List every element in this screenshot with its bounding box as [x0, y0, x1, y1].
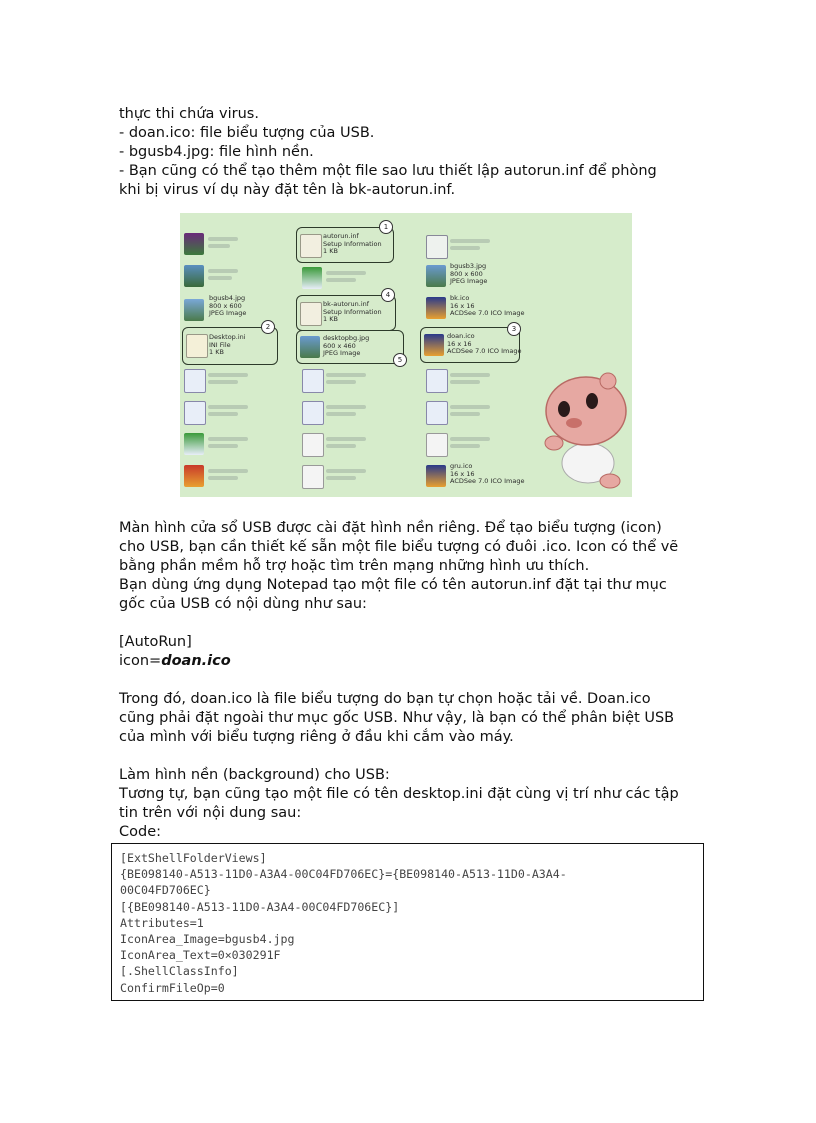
bgusb4-label: bgusb4.jpg 800 x 600 JPEG Image: [209, 294, 247, 317]
word-document-icon: [184, 401, 206, 425]
code-line: [ExtShellFolderViews]: [120, 851, 267, 865]
code-block: [111, 843, 704, 1001]
body-line: của mình với biểu tượng riêng ở đầu khi cắm vào máy.: [119, 729, 514, 745]
ico-file-icon: [424, 334, 444, 356]
ico-file-icon: [426, 465, 446, 487]
callout-doan-ico: [420, 327, 520, 363]
winrar-file-icon: [184, 233, 204, 255]
image-file-icon: [184, 299, 204, 321]
ini-file-icon: [186, 334, 208, 358]
image-file-icon: [184, 265, 204, 287]
word-document-icon: [426, 369, 448, 393]
icon-value: doan.ico: [161, 653, 231, 669]
bgusb3-label: bgusb3.jpg 800 x 600 JPEG Image: [450, 262, 488, 285]
code-line: {BE098140-A513-11D0-A3A4-00C04FD706EC}={BE098140-A513-11D0-A3A4-: [120, 867, 567, 882]
code-line: [{BE098140-A513-11D0-A3A4-00C04FD706EC}]: [120, 899, 400, 914]
callout-label: bk-autorun.inf Setup Information 1 KB: [323, 300, 382, 323]
code-line: ConfirmFileOp=0: [120, 980, 225, 995]
autorun-header: [AutoRun]: [119, 634, 192, 650]
intro-line: - Bạn cũng có thể tạo thêm một file sao lưu thiết lập autorun.inf để phòng: [119, 163, 657, 179]
calculator-file-icon: [426, 235, 448, 259]
callout-label: Desktop.ini INI File 1 KB: [209, 333, 246, 356]
callout-number: 4: [381, 288, 395, 302]
body-line: tin trên với nội dung sau:: [119, 805, 302, 821]
image-file-icon: [426, 265, 446, 287]
word-document-icon: [302, 401, 324, 425]
usb-folder-screenshot: [180, 213, 632, 497]
baby-cartoon-wallpaper: [530, 363, 630, 497]
body-line: gốc của USB có nội dùng như sau:: [119, 596, 367, 612]
body-line: Bạn dùng ứng dụng Notepad tạo một file có tên autorun.inf đặt tại thư mục: [119, 577, 667, 593]
word-document-icon: [426, 401, 448, 425]
ico-file-icon: [426, 297, 446, 319]
code-label: Code:: [119, 824, 162, 840]
callout-label: autorun.inf Setup Information 1 KB: [323, 232, 382, 255]
intro-line: thực thi chứa virus.: [119, 106, 259, 122]
code-line: IconArea_Text=0×030291F: [120, 948, 281, 963]
intro-line: - doan.ico: file biểu tượng của USB.: [119, 125, 375, 141]
media-file-icon: [184, 465, 204, 487]
intro-paragraph: [119, 105, 709, 200]
body-line: Làm hình nền (background) cho USB:: [119, 767, 390, 783]
word-document-icon: [302, 369, 324, 393]
gru-ico-label: gru.ico 16 x 16 ACDSee 7.0 ICO Image: [450, 462, 525, 485]
bk-ico-label: bk.ico 16 x 16 ACDSee 7.0 ICO Image: [450, 294, 525, 317]
callout-bk-autorun-inf: [296, 291, 396, 331]
excel-file-icon: [302, 267, 322, 289]
callout-desktop-ini: [182, 323, 278, 365]
callout-label: doan.ico 16 x 16 ACDSee 7.0 ICO Image: [447, 332, 522, 355]
body-line: cũng phải đặt ngoài thư mục gốc USB. Như vậy, là bạn có thể phân biệt USB: [119, 710, 675, 726]
intro-line: - bgusb4.jpg: file hình nền.: [119, 144, 314, 160]
code-line: IconArea_Image=bgusb4.jpg: [120, 932, 295, 947]
body-text: [119, 519, 709, 842]
body-line: Màn hình cửa sổ USB được cài đặt hình nền riêng. Để tạo biểu tượng (icon): [119, 520, 662, 536]
word-document-icon: [184, 369, 206, 393]
text-file-icon: [426, 433, 448, 457]
image-file-icon: [300, 336, 320, 358]
callout-desktopbg-jpg: [296, 330, 404, 364]
code-line: 00C04FD706EC}: [120, 883, 211, 898]
setup-file-icon: [300, 302, 322, 326]
intro-line: khi bị virus ví dụ này đặt tên là bk-autorun.inf.: [119, 182, 456, 198]
body-line: Trong đó, doan.ico là file biểu tượng do bạn tự chọn hoặc tải về. Doan.ico: [119, 691, 651, 707]
setup-file-icon: [300, 234, 322, 258]
body-line: bằng phần mềm hỗ trợ hoặc tìm trên mạng những hình ưu thích.: [119, 558, 590, 574]
callout-number: 1: [379, 220, 393, 234]
callout-number: 2: [261, 320, 275, 334]
callout-number: 5: [393, 353, 407, 367]
code-line: Attributes=1: [120, 915, 204, 930]
body-line: Tương tự, bạn cũng tạo một file có tên desktop.ini đặt cùng vị trí như các tập: [119, 786, 679, 802]
text-file-icon: [302, 433, 324, 457]
excel-file-icon: [184, 433, 204, 455]
code-line: [.ShellClassInfo]: [120, 964, 239, 979]
icon-prefix: icon=: [119, 653, 162, 669]
callout-autorun-inf: [296, 223, 394, 263]
body-line: cho USB, bạn cần thiết kế sẵn một file biểu tượng có đuôi .ico. Icon có thể vẽ: [119, 539, 679, 555]
icon-line: [119, 652, 709, 671]
text-file-icon: [302, 465, 324, 489]
callout-number: 3: [507, 322, 521, 336]
callout-label: desktopbg.jpg 600 x 460 JPEG Image: [323, 334, 370, 357]
